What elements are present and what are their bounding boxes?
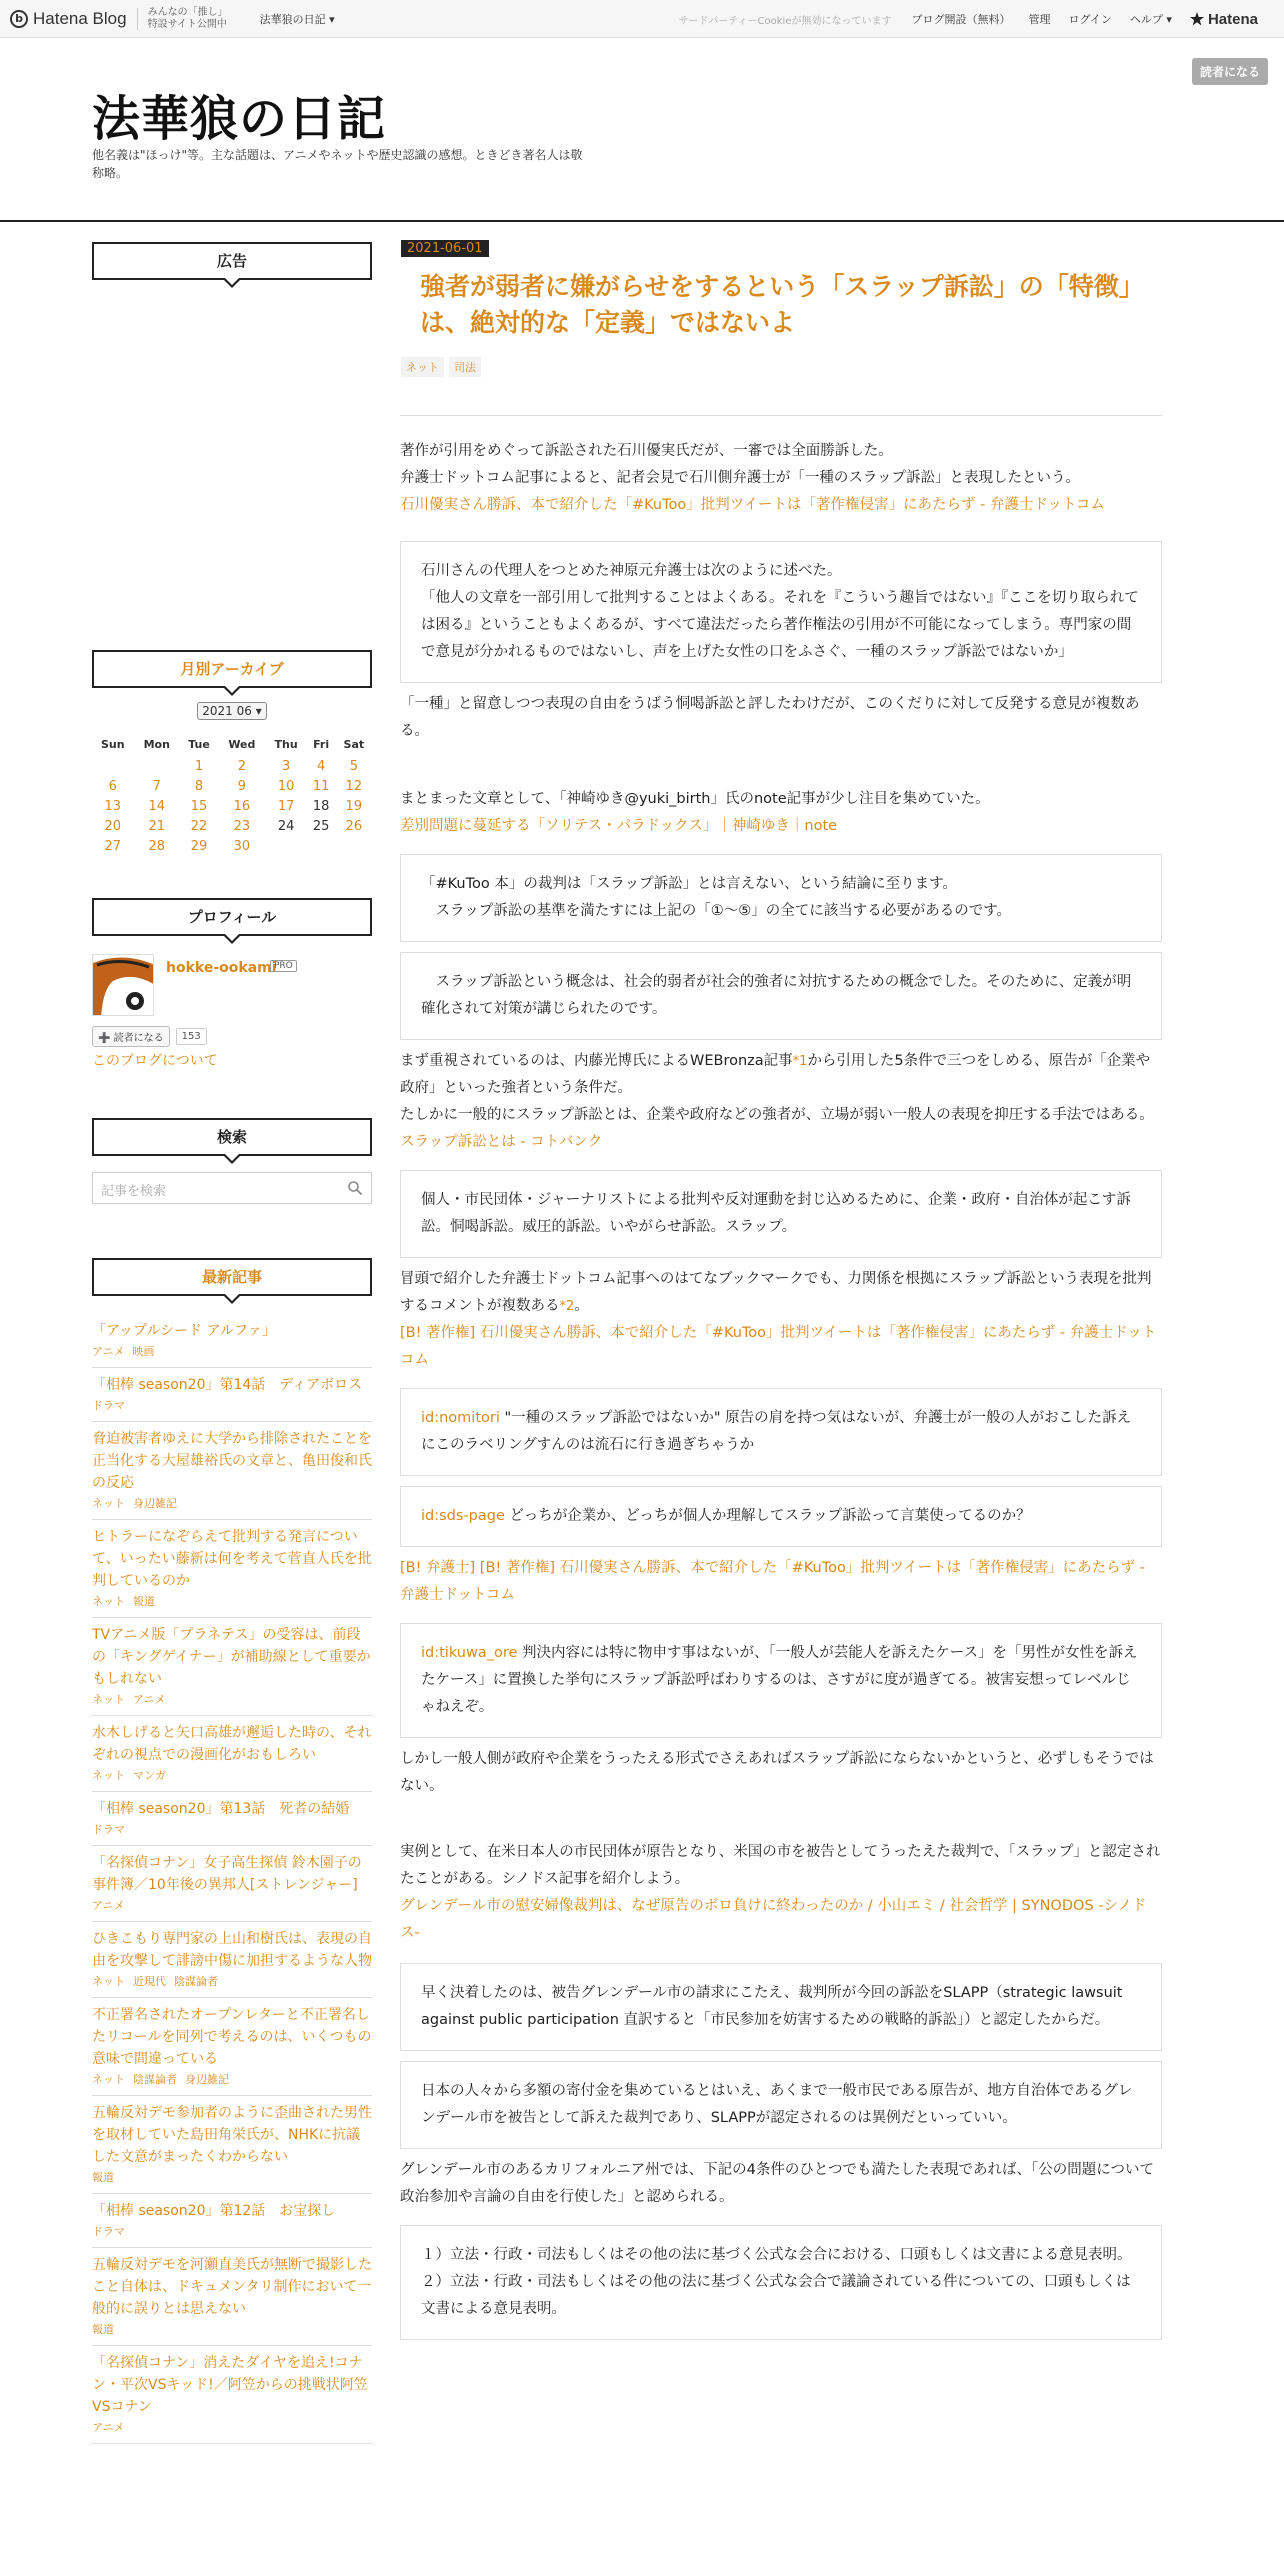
article [400, 240, 1162, 2348]
recent-entry-category[interactable]: 近現代 [133, 1975, 166, 1988]
calendar-day[interactable]: 11 [312, 778, 330, 794]
recent-entry-title[interactable]: 「名探偵コナン」女子高生探偵 鈴木園子の事件簿／10年後の異邦人[ストレンジャー] [92, 1855, 362, 1893]
profile-module [92, 898, 372, 1069]
calendar-day[interactable]: 22 [190, 818, 208, 834]
calendar-day[interactable]: 27 [104, 838, 122, 854]
hatena-star-icon [1190, 12, 1204, 26]
paragraph: しかし一般人側が政府や企業をうったえる形式でさえあればスラップ訴訟にならないかというと、必ずしもそうではない。 [400, 1751, 1154, 1794]
blockquote [400, 2225, 1162, 2340]
recent-entry [92, 2248, 372, 2346]
archive-calendar [92, 732, 372, 856]
nav-help[interactable]: ヘルプ ▾ [1129, 13, 1172, 26]
recent-entry-category[interactable]: 身辺雑記 [185, 2073, 229, 2086]
calendar-day[interactable]: 5 [349, 758, 358, 774]
spacer [400, 1827, 1162, 1839]
calendar-day[interactable]: 2 [237, 758, 246, 774]
blog-header [0, 38, 1284, 222]
comment-text: 判決内容には特に物申す事はないが、「一般人が芸能人を訴えたケース」を「男性が女性を訴えたケース」に置換した挙句にスラップ訴訟呼ばわりするのは、さすがに度が過ぎてる。被害妄想ってレベルじゃねえぞ。 [421, 1645, 1138, 1715]
recent-module [92, 1258, 372, 2444]
recent-entry [92, 1922, 372, 1998]
calendar-week [92, 776, 372, 796]
spacer [400, 772, 1162, 786]
search-input[interactable] [92, 1172, 372, 1204]
calendar-week [92, 836, 372, 856]
footnote-link[interactable]: *2 [559, 1299, 575, 1314]
paragraph: 弁護士ドットコム記事によると、記者会見で石川側弁護士が「一種のスラップ訴訟」と表現したという。 [400, 470, 1081, 486]
recent-entry-categories [92, 1767, 372, 1783]
recent-entry [92, 2194, 372, 2248]
paragraph: 著作が引用をめぐって訴訟された石川優実氏だが、一審では全面勝訴した。 [400, 443, 893, 459]
promo-line-1: みんなの「推し」 [147, 6, 228, 18]
spacer [400, 745, 1162, 772]
nav-open-blog[interactable]: ブログ開設（無料） [911, 13, 1011, 26]
recent-entry-category[interactable]: ドラマ [92, 1823, 125, 1836]
recent-entry-title[interactable]: TVアニメ版「プラネテス」の受容は、前段の「キングゲイナー」が補助線として重要かもしれない [92, 1627, 371, 1687]
recent-entry-category[interactable]: 報道 [133, 1595, 155, 1608]
weekday-label: Sat [343, 737, 365, 751]
article-categories [401, 357, 1162, 377]
calendar-day[interactable]: 7 [152, 778, 161, 794]
calendar-day[interactable]: 4 [316, 758, 326, 774]
paragraph-text: まず重視されているのは、内藤光博氏によるWEBronza記事 [400, 1053, 793, 1069]
recent-entry-categories [92, 2321, 372, 2337]
quote-text: 早く決着したのは、被告グレンデール市の請求にこたえ、裁判所が今回の訴訟をSLAPP（strategic lawsuit against public participation 直訳すると「市民参加を妨害するための戦略的訴訟」）と認定したからだ。 [421, 1985, 1123, 2028]
archive-module [92, 650, 372, 856]
calendar-day[interactable]: 21 [148, 818, 166, 834]
recent-entry-category[interactable]: 報道 [92, 2171, 114, 2184]
recent-entry-categories [92, 1691, 372, 1707]
calendar-day[interactable]: 6 [108, 778, 117, 794]
calendar-day[interactable]: 20 [104, 818, 122, 834]
calendar-day [307, 836, 336, 856]
profile-name[interactable]: hokke-ookami [166, 960, 277, 976]
recent-entry-category[interactable]: アニメ [92, 2421, 125, 2434]
comment-text: どっちが企業か、どっちが個人か理解してスラップ訴訟って言葉使ってるのか？ [504, 1508, 1031, 1524]
pro-badge: PRO [270, 960, 297, 972]
category-tag[interactable]: ネット [401, 357, 444, 377]
recent-entry-category[interactable]: ネット [92, 1693, 125, 1706]
recent-entry-title[interactable]: 不正署名されたオープンレターと不正署名したリコールを同列で考えるのは、いくつもの意味で間違っている [92, 2007, 372, 2067]
recent-entry-title[interactable]: 脅迫被害者ゆえに大学から排除されたことを正当化する大屋雄裕氏の文章と、亀田俊和氏の反応 [92, 1431, 372, 1491]
calendar-day[interactable]: 12 [345, 778, 363, 794]
recent-entry [92, 2096, 372, 2194]
calendar-day[interactable]: 14 [148, 798, 166, 814]
hatena-blog-logo[interactable] [0, 0, 127, 38]
recent-entry-title[interactable]: 水木しげると矢口高雄が邂逅した時の、それぞれの視点での漫画化がおもしろい [92, 1725, 372, 1763]
search-module-title: 検索 [92, 1118, 372, 1156]
profile-subscribe-button[interactable]: ➕ 読者になる [92, 1026, 170, 1047]
source-link[interactable]: [B! 著作権] 石川優実さん勝訴、本で紹介した「#KuToo」批判ツイートは「著作権侵害」にあたらず - 弁護士ドットコム [400, 1325, 1157, 1368]
follower-count[interactable]: 153 [176, 1028, 207, 1045]
recent-entry-title[interactable]: ヒトラーになぞらえて批判する発言について、いったい藤新は何を考えて菅直人氏を批判しているのか [92, 1529, 372, 1589]
recent-module-title[interactable]: 最新記事 [92, 1258, 372, 1296]
quote-text: 個人・市民団体・ジャーナリストによる批判や反対運動を封じ込めるために、企業・政府・自治体が起こす訴訟。恫喝訴訟。威圧的訴訟。いやがらせ訴訟。スラップ。 [421, 1192, 1131, 1235]
recent-entry-title[interactable]: 五輪反対デモを河瀬直美氏が無断で撮影したこと自体は、ドキュメンタリ制作において一般的に誤りとは思えない [92, 2257, 372, 2317]
recent-list [92, 1314, 372, 2444]
recent-entry-title[interactable]: 「相棒 season20」第12話 お宝探し [92, 2203, 336, 2219]
recent-entry-category[interactable]: ドラマ [92, 2225, 125, 2238]
recent-entry-title[interactable]: 五輪反対デモ参加者のように歪曲された男性を取材していた島田角栄氏が、NHKに抗議した文意がまったくわからない [92, 2105, 372, 2165]
calendar-day: 24 [277, 818, 295, 834]
paragraph: 実例として、在米日本人の市民団体が原告となり、米国の市を被告としてうったえた裁判で、「スラップ」と認定されたことがある。シノドス記事を紹介しよう。 [400, 1844, 1161, 1887]
recent-entry-category[interactable]: ドラマ [92, 1399, 125, 1412]
recent-entry-categories [92, 1821, 372, 1837]
recent-entry-category[interactable]: 報道 [92, 2323, 114, 2336]
comment-text: "一種のスラップ訴訟ではないか" 原告の肩を持つ気はないが、弁護士が一般の人がおこした訴えにこのラベリングすんのは流石に行き過ぎちゃうか [421, 1410, 1132, 1453]
sidebar [92, 242, 372, 2444]
calendar-day [134, 756, 180, 776]
source-link[interactable]: スラップ訴訟とは - コトバンク [400, 1134, 603, 1150]
recent-entry-title[interactable]: 「名探偵コナン」消えたダイヤを追え!コナン・平次VSキッド!／阿笠からの挑戦状阿笠VSコナン [92, 2355, 368, 2415]
recent-entry-categories [92, 1973, 372, 1989]
quote-text: 日本の人々から多額の寄付金を集めているとはいえ、あくまで一般市民である原告が、地方自治体であるグレンデール市を被告として訴えた裁判であり、SLAPPが認定されるのは異例だといっていい。 [421, 2083, 1133, 2126]
user-id-link[interactable]: id:tikuwa_ore [421, 1645, 518, 1661]
calendar-day[interactable]: 16 [233, 798, 251, 814]
calendar-day[interactable]: 1 [194, 758, 204, 774]
quote-text: 石川さんの代理人をつとめた神原元弁護士は次のように述べた。 「他人の文章を一部引用して批判することはよくある。それを『こういう趣旨ではない』『ここを切り取られては困る』ということもよくあるが、すべて違法だったら著作権法の引用が不可能になってしまう。専門家の間で意見が分かれるものではないし、声を上げた女性の口をふさぐ、一種のスラップ訴訟ではないか」 [421, 563, 1139, 660]
recent-entry-category[interactable]: ネット [92, 1975, 125, 1988]
avatar[interactable] [92, 954, 154, 1016]
calendar-day[interactable]: 19 [345, 798, 363, 814]
weekday-label: Mon [143, 737, 170, 751]
recent-entry-category[interactable]: ネット [92, 1769, 125, 1782]
nav-admin[interactable]: 管理 [1028, 13, 1051, 26]
archive-select-wrap [92, 702, 372, 720]
recent-entry [92, 1422, 372, 1520]
user-id-link[interactable]: id:nomitori [421, 1410, 500, 1426]
blockquote [400, 952, 1162, 1040]
hatena-brand-text: Hatena [1207, 10, 1258, 28]
blog-description: 他名義は"ほっけ"等。主な話題は、アニメやネットや歴史認識の感想。ときどき著名人は敬称略。 [92, 148, 583, 180]
recent-entry-title[interactable]: 「相棒 season20」第13話 死者の結婚 [92, 1801, 350, 1817]
weekday-label: Thu [274, 737, 298, 751]
hatena-blog-mark-icon: b [10, 10, 28, 28]
paragraph: たしかに一般的にスラップ訴訟とは、企業や政府などの強者が、立場が弱い一般人の表現を抑圧する手法ではある。 [400, 1107, 1154, 1123]
article-body [400, 438, 1162, 2340]
blockquote [400, 541, 1162, 683]
recent-entry-categories [92, 2223, 372, 2239]
paragraph: まとまった文章として、「神崎ゆき@yuki_birth」氏のnote記事が少し注目を集めていた。 [400, 791, 990, 807]
recent-entry-categories [92, 1397, 372, 1413]
header-divider [137, 8, 138, 30]
recent-entry [92, 2346, 372, 2444]
calendar-day[interactable]: 10 [277, 778, 295, 794]
list-item: １）立法・行政・司法もしくはその他の法に基づく公式な会合における、口頭もしくは文書による意見表明。 [421, 2247, 1132, 2263]
search-module [92, 1118, 372, 1204]
paragraph-text: 。 [574, 1298, 589, 1314]
spacer [400, 1800, 1162, 1827]
calendar-day [92, 756, 134, 776]
article-date[interactable]: 2021-06-01 [401, 240, 489, 257]
recent-entry [92, 1792, 372, 1846]
hatena-blog-wordmark: Hatena Blog [33, 8, 127, 28]
weekday-label: Wed [228, 737, 256, 751]
recent-entry [92, 1314, 372, 1368]
blockquote [400, 1170, 1162, 1258]
calendar-week [92, 756, 372, 776]
calendar-day: 25 [312, 818, 330, 834]
footnote-link[interactable]: *1 [792, 1054, 808, 1069]
recent-entry-category[interactable]: 身辺雑記 [133, 1497, 177, 1510]
calendar-day[interactable]: 30 [233, 838, 251, 854]
recent-entry-categories [92, 2169, 372, 2185]
recent-entry-title[interactable]: ひきこもり専門家の上山和樹氏は、表現の自由を攻撃して誹謗中傷に加担するような人物 [92, 1931, 372, 1969]
source-link[interactable]: [B! 弁護士] [B! 著作権] 石川優実さん勝訴、本で紹介した「#KuToo」批判ツイートは「著作権侵害」にあたらず - 弁護士ドットコム [400, 1560, 1145, 1603]
bookmark-comment [400, 1388, 1162, 1476]
blockquote [400, 2061, 1162, 2149]
calendar-day[interactable]: 3 [281, 758, 291, 774]
recent-entry-category[interactable]: ネット [92, 1595, 125, 1608]
bookmark-comment [400, 1486, 1162, 1547]
title-divider [400, 415, 1162, 416]
recent-entry [92, 1846, 372, 1922]
recent-entry-category[interactable]: アニメ [133, 1693, 166, 1706]
profile-module-title: プロフィール [92, 898, 372, 936]
paragraph: グレンデール市のあるカリフォルニア州では、下記の4条件のひとつでも満たした表現であれば、「公の問題について政治参加や言論の自由を行使した」と認められる。 [400, 2162, 1155, 2205]
promo-line-2: 特設サイト公開中 [147, 18, 227, 30]
article-title[interactable]: 強者が弱者に嫌がらせをするという「スラップ訴訟」の「特徴」は、絶対的な「定義」ではないよ [420, 272, 1144, 337]
calendar-day[interactable]: 8 [194, 778, 204, 794]
recent-entry-title[interactable]: 「相棒 season20」第14話 ディアボロス [92, 1377, 363, 1393]
paragraph [400, 1048, 1162, 1102]
promo-link[interactable] [148, 7, 248, 31]
recent-entry-category[interactable]: アニメ [92, 1899, 125, 1912]
recent-entry-category[interactable]: ネット [92, 1497, 125, 1510]
calendar-day [336, 836, 372, 856]
calendar-day[interactable]: 28 [148, 838, 166, 854]
follow-area [92, 1026, 207, 1047]
search-placeholder: 記事を検索 [101, 1184, 167, 1199]
source-link[interactable]: グレンデール市の慰安婦像裁判は、なぜ原告のボロ負けに終わったのか / 小山エミ / 社会哲学 | SYNODOS -シノドス- [400, 1898, 1147, 1941]
recent-entry-title[interactable]: 「アップルシード アルファ」 [92, 1323, 276, 1339]
hatena-brand-link[interactable] [1190, 11, 1258, 28]
calendar-day[interactable]: 9 [237, 778, 246, 794]
archive-month-select[interactable]: 2021 06 ▾ [197, 702, 266, 720]
cookie-notice: サードパーティーCookieが無効になっています [678, 15, 892, 27]
calendar-day[interactable]: 29 [190, 838, 208, 854]
user-id-link[interactable]: id:sds-page [421, 1508, 505, 1524]
quote-text: スラップ訴訟という概念は、社会的弱者が社会的強者に対抗するための概念でした。そのために、定義が明確化されて対策が講じられたのです。 [421, 974, 1132, 1017]
category-tag[interactable]: 司法 [449, 357, 481, 377]
recent-entry [92, 1520, 372, 1618]
blockquote [400, 1963, 1162, 2051]
quote-text: 「#KuToo 本」の裁判は「スラップ訴訟」とは言えない、という結論に至ります。 スラップ訴訟の基準を満たすには上記の「①〜⑤」の全てに該当する必要があるのです。 [421, 876, 1012, 919]
calendar-day[interactable]: 26 [345, 818, 363, 834]
about-blog-link[interactable]: このブログについて [92, 1053, 218, 1069]
calendar-day[interactable]: 13 [104, 798, 122, 814]
recent-entry-categories [92, 1897, 372, 1913]
source-link[interactable]: 石川優実さん勝訴、本で紹介した「#KuToo」批判ツイートは「著作権侵害」にあたらず - 弁護士ドットコム [400, 497, 1105, 513]
global-header [0, 0, 1284, 38]
recent-entry-category[interactable]: 映画 [132, 1345, 155, 1358]
weekday-label: Tue [188, 737, 210, 751]
archive-module-title[interactable]: 月別アーカイブ [92, 650, 372, 688]
source-link[interactable]: 差別問題に蔓延する「ソリテス・パラドックス」｜神崎ゆき｜note [400, 818, 838, 834]
recent-entry-categories [92, 2071, 372, 2087]
avatar-image [93, 955, 154, 1016]
recent-entry-category[interactable]: アニメ [92, 1345, 125, 1358]
weekday-label: Sun [100, 737, 125, 751]
blog-name-menu[interactable]: 法華狼の日記 ▾ [259, 12, 335, 26]
recent-entry-category[interactable]: ネット [92, 2073, 125, 2086]
paragraph-text: から引用した5条件で三つをしめる、原告が「企業や政府」といった強者という条件だ。 [400, 1053, 1151, 1096]
calendar-weekdays [92, 732, 372, 756]
paragraph: 「一種」と留意しつつ表現の自由をうばう恫喝訴訟と評したわけだが、このくだりに対して反発する意見が複数ある。 [400, 696, 1140, 739]
recent-entry-categories [92, 1593, 372, 1609]
subscribe-button[interactable]: 読者になる [1192, 58, 1268, 85]
profile-card [92, 954, 372, 1069]
weekday-label: Fri [313, 737, 330, 751]
bookmark-comment [400, 1623, 1162, 1738]
recent-entry-category[interactable]: 陰謀論者 [174, 1975, 218, 1988]
calendar-days [92, 756, 372, 856]
calendar-day[interactable]: 17 [277, 798, 295, 814]
nav-login[interactable]: ログイン [1068, 13, 1112, 26]
recent-entry-categories [92, 2419, 372, 2435]
paragraph-text: 冒頭で紹介した弁護士ドットコム記事へのはてなブックマークでも、力関係を根拠にスラップ訴訟という表現を批判するコメントが複数ある [400, 1271, 1152, 1314]
blockquote [400, 854, 1162, 942]
recent-entry-category[interactable]: マンガ [133, 1769, 166, 1782]
calendar-week [92, 796, 372, 816]
recent-entry [92, 1368, 372, 1422]
recent-entry-category[interactable]: 陰謀論者 [133, 2073, 177, 2086]
search-icon[interactable] [347, 1180, 363, 1196]
calendar-week [92, 816, 372, 836]
recent-entry [92, 1618, 372, 1716]
recent-entry-categories [92, 1343, 372, 1359]
calendar-day [266, 836, 307, 856]
list-item: ２）立法・行政・司法もしくはその他の法に基づく公式な会合で議論されている件についての、口頭もしくは文書による意見表明。 [421, 2274, 1131, 2317]
calendar-day[interactable]: 23 [233, 818, 251, 834]
header-nav [679, 0, 1284, 38]
ad-module-title: 広告 [92, 242, 372, 280]
calendar-day: 18 [312, 798, 330, 814]
recent-entry-categories [92, 1495, 372, 1511]
recent-entry [92, 1716, 372, 1792]
blog-title[interactable]: 法華狼の日記 [92, 91, 387, 147]
paragraph [400, 1266, 1162, 1320]
calendar-day[interactable]: 15 [190, 798, 208, 814]
recent-entry [92, 1998, 372, 2096]
